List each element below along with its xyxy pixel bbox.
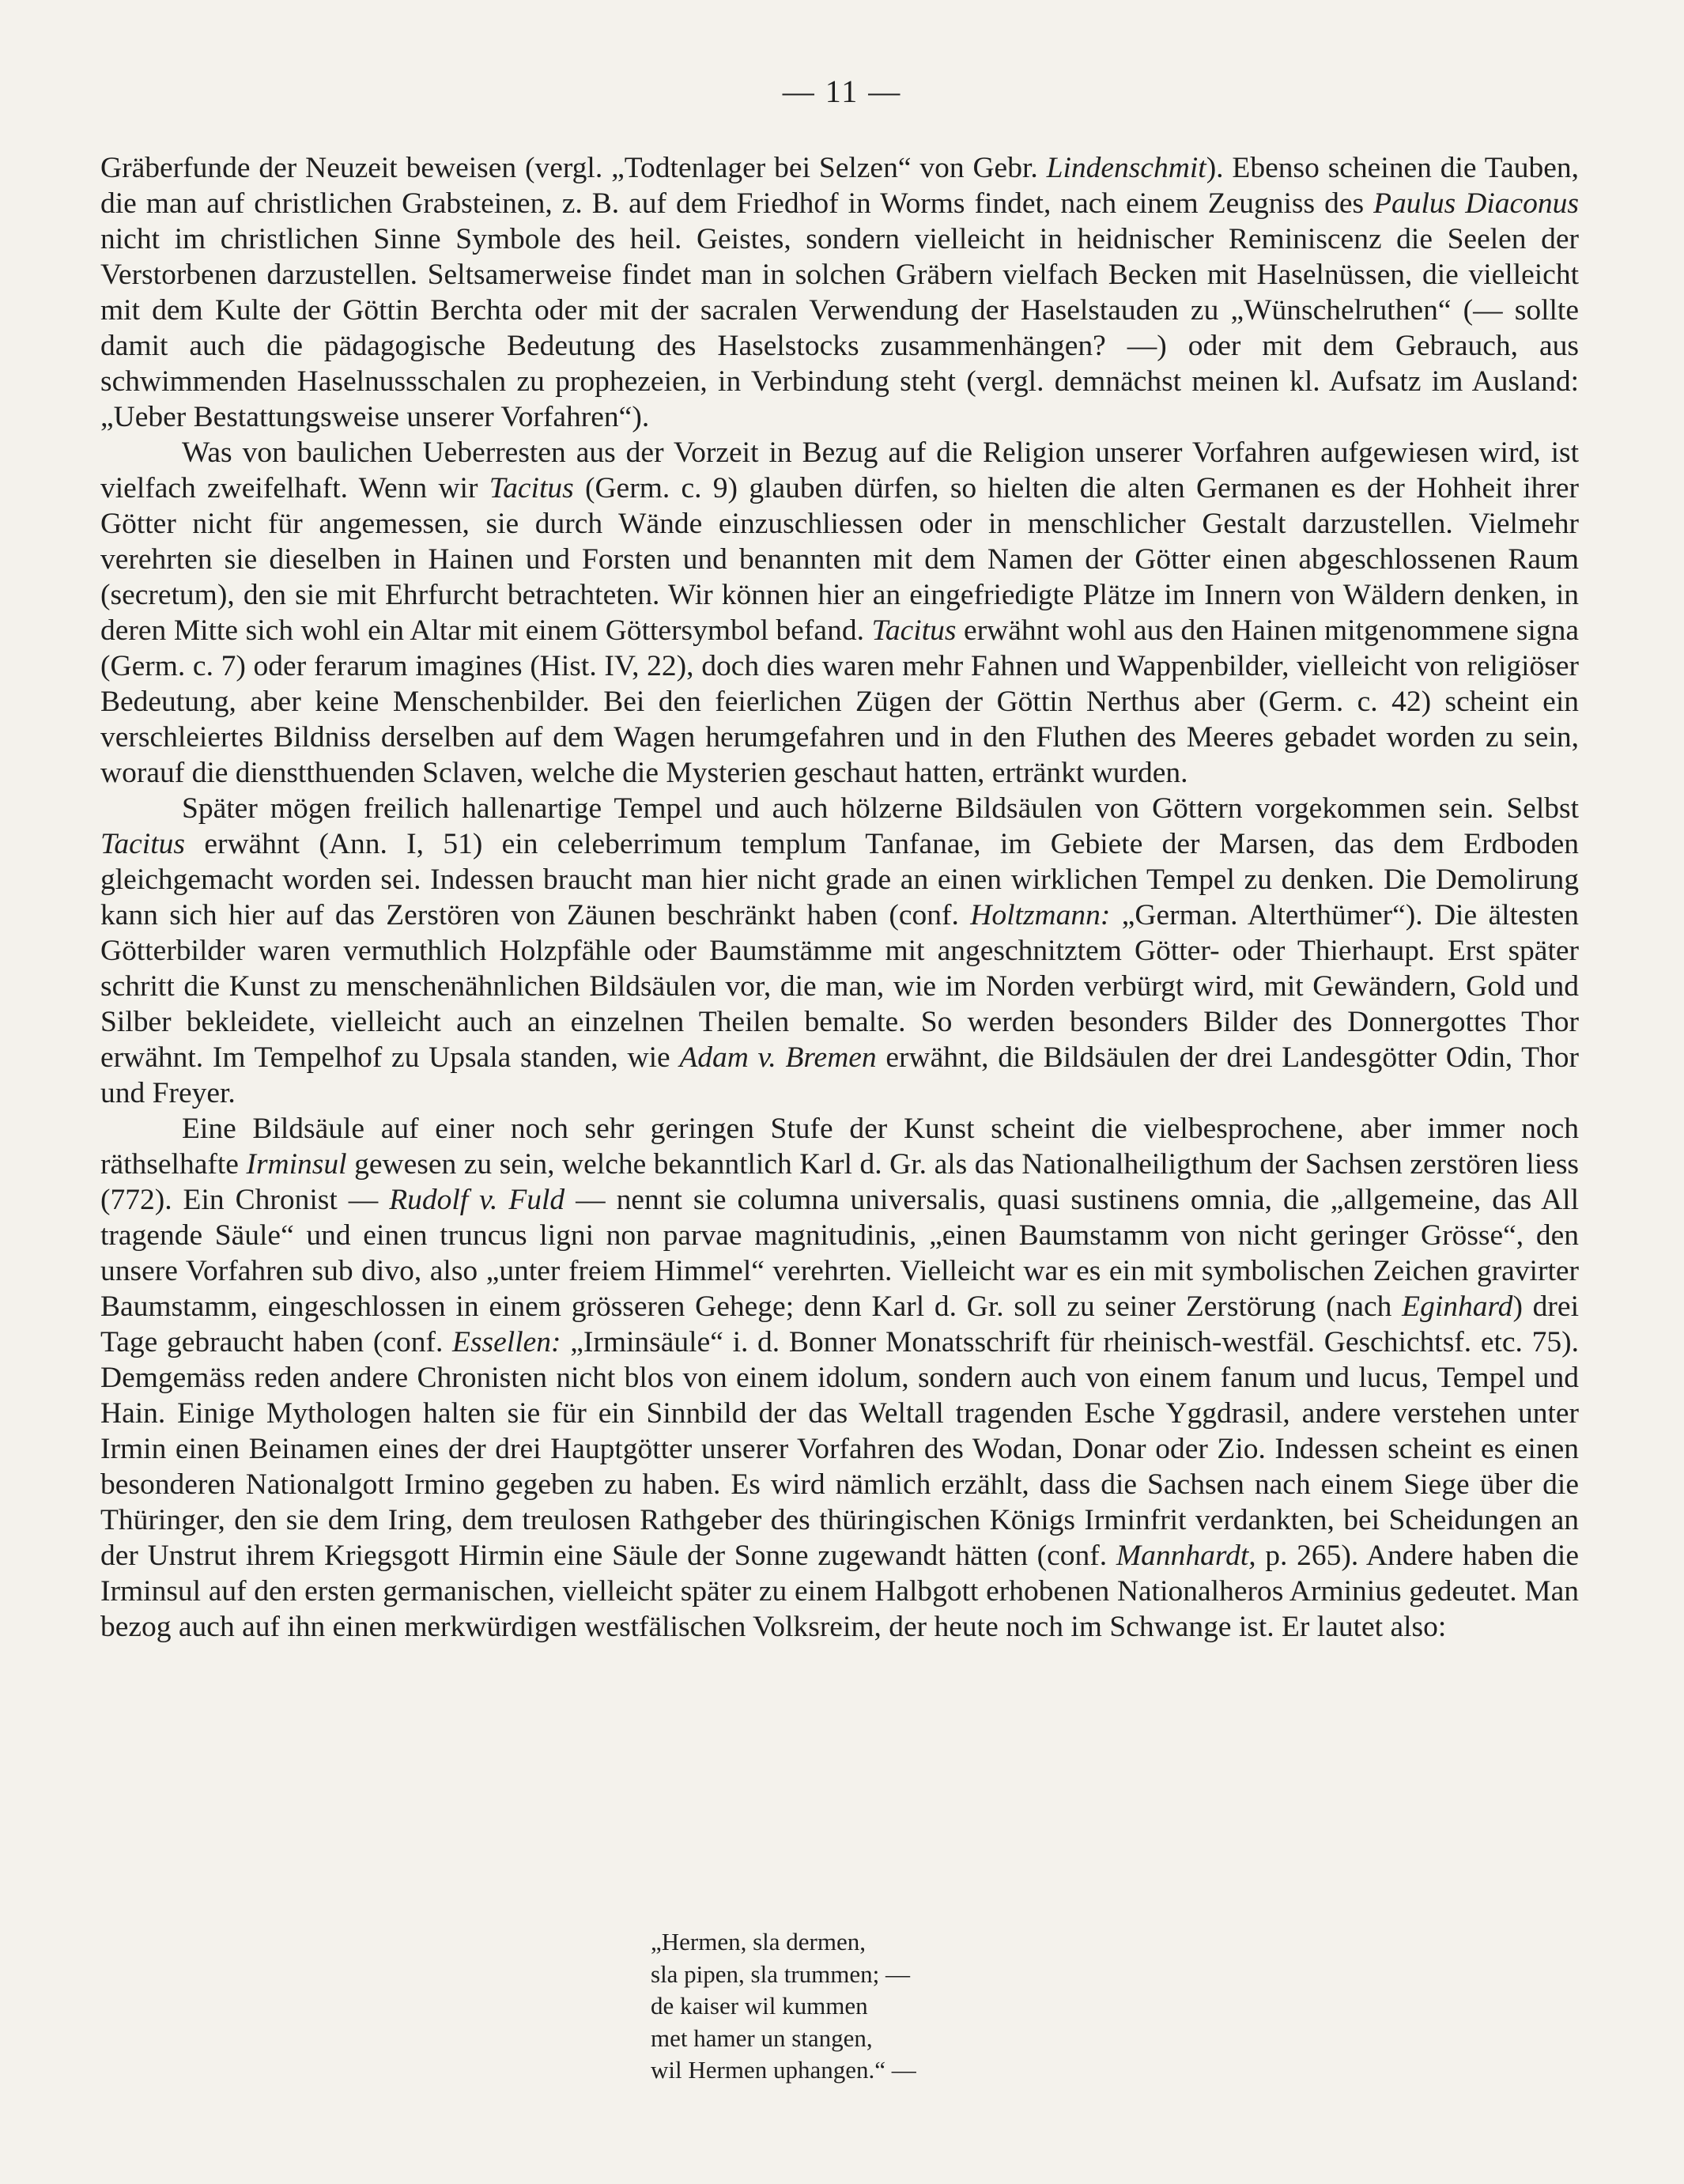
text-run: erwähnt (Ann. I, 51) ein celeberrimum templum Tanfanae, im Gebiete der Marsen, das dem Erdboden gleichgemacht worden sei. Indessen braucht man hier nicht grade an einen wirklichen Tempel zu denken. Die Demolirung kann sich hier auf das Zerstören von Zäunen beschränkt haben (conf. [100, 828, 1579, 931]
text-run: erwähnt, die Bildsäulen der drei Landesgötter Odin, Thor und Freyer. [100, 1041, 1579, 1109]
italic-reference: Paulus Diaconus [1373, 187, 1579, 220]
folk-rhyme-verse [651, 1926, 916, 2087]
verse-line: wil Hermen uphangen.“ — [651, 2056, 916, 2084]
verse-line: „Hermen, sla dermen, [651, 1928, 866, 1955]
verse-line: de kaiser wil kummen [651, 1992, 868, 2020]
page-number: — 11 — [782, 74, 902, 109]
italic-reference: Lindenschmit [1046, 152, 1206, 184]
text-run: „German. Alterthümer“). Die ältesten Götterbilder waren vermuthlich Holzpfähle oder Baumstämme mit angeschnitztem Götter- oder Thierhaupt. Erst später schritt die Kunst zu menschenähnlichen Bildsäulen vor, die man, wie im Norden verbürgt wird, mit Gewändern, Gold und Silber bekleidete, vielleicht auch an einzelnen Theilen bemalte. So werden besonders Bilder des Donnergottes Thor erwähnt. Im Tempelhof zu Upsala standen, wie [100, 899, 1579, 1074]
text-run: „Irminsäule“ i. d. Bonner Monatsschrift für rheinisch-westfäl. Geschichtsf. etc. 75). Demgemäss reden andere Chronisten nicht blos von einem idolum, sondern auch von einem fanum und lucus, Tempel und Hain. Einige Mythologen halten sie für ein Sinnbild der das Weltall tragenden Esche Yggdrasil, andere verstehen unter Irmin einen Beinamen eines der drei Hauptgötter unserer Vorfahren des Wodan, Donar oder Zio. Indessen scheint es einen besonderen Nationalgott Irmino gegeben zu haben. Es wird nämlich erzählt, dass die Sachsen nach einem Siege über die Thüringer, den sie dem Iring, dem treulosen Rathgeber des thüringischen Königs Irminfrit verdankten, bei Scheidungen an der Unstrut ihrem Kriegsgott Hirmin eine Säule der Sonne zugewandt hätten (conf. [100, 1326, 1580, 1572]
italic-reference: Eginhard [1402, 1290, 1513, 1323]
text-run: Gräberfunde der Neuzeit beweisen (vergl. „Todtenlager bei Selzen“ von Gebr. [100, 152, 1047, 184]
text-run: gewesen zu sein, welche bekanntlich Karl d. Gr. als das Nationalheiligthum der Sachsen zerstören liess (772). Ein Chronist — [100, 1148, 1580, 1216]
italic-reference: Mannhardt, [1116, 1540, 1256, 1572]
text-run: ) drei Tage gebraucht haben (conf. [100, 1290, 1579, 1358]
paragraph [100, 1111, 1579, 1645]
text-run: ). Ebenso scheinen die Tauben, die man auf christlichen Grabsteinen, z. B. auf dem Friedhof in Worms findet, nach einem Zeugniss des [100, 152, 1579, 220]
italic-reference: Tacitus [100, 828, 185, 860]
italic-reference: Essellen: [452, 1326, 561, 1358]
text-run: erwähnt wohl aus den Hainen mitgenommene signa (Germ. c. 7) oder ferarum imagines (Hist. IV, 22), doch dies waren mehr Fahnen und Wappenbilder, vielleicht von religiöser Bedeutung, aber keine Menschenbilder. Bei den feierlichen Zügen der Göttin Nerthus aber (Germ. c. 42) scheint ein verschleiertes Bildniss derselben auf dem Wagen herumgefahren und in den Fluthen des Meeres gebadet worden zu sein, worauf die dienstthuenden Sclaven, welche die Mysterien geschaut hatten, ertränkt wurden. [100, 614, 1579, 789]
italic-reference: Irminsul [246, 1148, 347, 1181]
text-run: Später mögen freilich hallenartige Tempel und auch hölzerne Bildsäulen von Göttern vorgekommen sein. Selbst [182, 792, 1579, 825]
text-run: Eine Bildsäule auf einer noch sehr geringen Stufe der Kunst scheint die vielbesprochene, aber immer noch räthselhafte [100, 1113, 1579, 1181]
italic-reference: Rudolf v. Fuld [389, 1184, 565, 1216]
text-run: Was von baulichen Ueberresten aus der Vorzeit in Bezug auf die Religion unserer Vorfahren aufgewiesen wird, ist vielfach zweifelhaft. Wenn wir [100, 436, 1579, 504]
italic-reference: Tacitus [871, 614, 957, 647]
paragraph [100, 435, 1579, 791]
body-text [100, 150, 1579, 1645]
verse-line: met hamer un stangen, [651, 2023, 873, 2052]
text-run: p. 265). Andere haben die Irminsul auf den ersten germanischen, vielleicht später zu einem Halbgott erhobenen Nationalheros Arminius gedeutet. Man bezog auch auf ihn einen merkwürdigen westfälischen Volksreim, der heute noch im Schwange ist. Er lautet also: [100, 1540, 1579, 1643]
text-run: — nennt sie columna universalis, quasi sustinens omnia, die „allgemeine, das All tragende Säule“ und einen truncus ligni non parvae magnitudinis, „einen Baumstamm von nicht geringer Grösse“, den unsere Vorfahren sub divo, also „unter freiem Himmel“ verehrten. Vielleicht war es ein mit symbolischen Zeichen gravirter Baumstamm, eingeschlossen in einem grösseren Gehege; denn Karl d. Gr. soll zu seiner Zerstörung (nach [100, 1184, 1580, 1323]
text-run: (Germ. c. 9) glauben dürfen, so hielten die alten Germanen es der Hohheit ihrer Götter nicht für angemessen, sie durch Wände einzuschliessen oder in menschlicher Gestalt darzustellen. Vielmehr verehrten sie dieselben in Hainen und Forsten und benannten mit dem Namen der Götter einen abgeschlossenen Raum (secretum), den sie mit Ehrfurcht betrachteten. Wir können hier an eingefriedigte Plätze im Innern von Wäldern denken, in deren Mitte sich wohl ein Altar mit einem Göttersymbol befand. [100, 472, 1579, 647]
paragraph [100, 150, 1579, 435]
italic-reference: Adam v. Bremen [679, 1041, 877, 1074]
verse-line: sla pipen, sla trummen; — [651, 1959, 911, 1988]
paragraph [100, 791, 1579, 1111]
text-run: nicht im christlichen Sinne Symbole des heil. Geistes, sondern vielleicht in heidnischer Reminiscenz die Seelen der Verstorbenen darzustellen. Seltsamerweise findet man in solchen Gräbern vielfach Becken mit Haselnüssen, die vielleicht mit dem Kulte der Göttin Berchta oder mit der sacralen Verwendung der Haselstauden zu „Wünschelruthen“ (— sollte damit auch die pädagogische Bedeutung des Haselstocks zusammenhängen? —) oder mit dem Gebrauch, aus schwimmenden Haselnussschalen zu prophezeien, in Verbindung steht (vergl. demnächst meinen kl. Aufsatz im Ausland: „Ueber Bestattungsweise unserer Vorfahren“). [100, 223, 1579, 433]
italic-reference: Tacitus [489, 472, 574, 504]
italic-reference: Holtzmann: [970, 899, 1111, 931]
